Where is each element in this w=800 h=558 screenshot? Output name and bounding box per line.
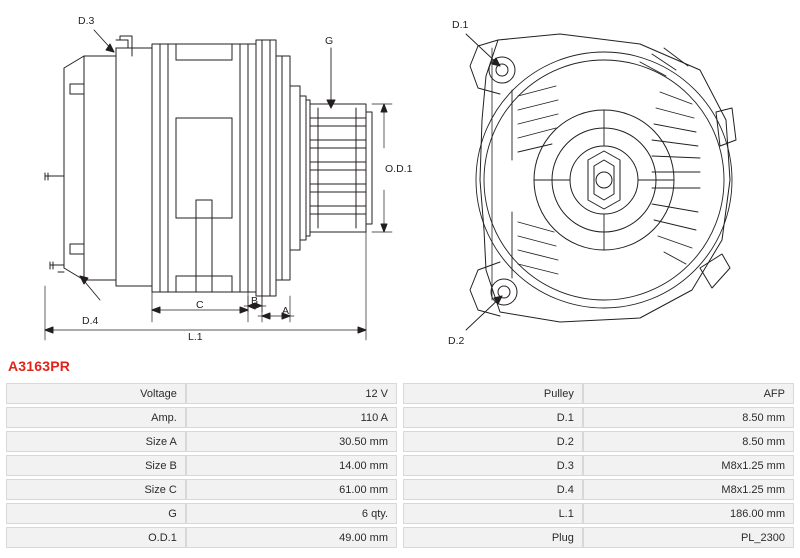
spec-value: M8x1.25 mm — [583, 479, 794, 500]
spec-value: M8x1.25 mm — [583, 455, 794, 476]
spec-value: 14.00 mm — [186, 455, 397, 476]
spec-tables — [6, 380, 794, 551]
spec-label: L.1 — [403, 503, 583, 524]
spec-value: 30.50 mm — [186, 431, 397, 452]
front-view-group — [466, 34, 736, 330]
spec-value: AFP — [583, 383, 794, 404]
spec-label: Plug — [403, 527, 583, 548]
callout-d2-label: D.2 — [448, 335, 465, 347]
callout-d1-label: D.1 — [452, 19, 469, 31]
spec-label: Size C — [6, 479, 186, 500]
spec-label: D.1 — [403, 407, 583, 428]
table-row — [6, 407, 397, 428]
table-row — [6, 479, 397, 500]
spec-value: 49.00 mm — [186, 527, 397, 548]
spec-label: Size A — [6, 431, 186, 452]
callout-c-label: C — [196, 299, 204, 311]
callout-od1-label: O.D.1 — [385, 163, 413, 175]
callout-l1-label: L.1 — [188, 331, 203, 343]
table-row — [403, 407, 794, 428]
table-row — [6, 503, 397, 524]
spec-label: D.3 — [403, 455, 583, 476]
table-row — [403, 479, 794, 500]
side-view-group — [45, 30, 392, 340]
spec-label: G — [6, 503, 186, 524]
callout-d4-label: D.4 — [82, 315, 99, 327]
spec-label: D.4 — [403, 479, 583, 500]
table-row — [6, 431, 397, 452]
spec-value: 8.50 mm — [583, 431, 794, 452]
spec-label: Pulley — [403, 383, 583, 404]
spec-value: PL_2300 — [583, 527, 794, 548]
table-row — [6, 527, 397, 548]
table-row — [403, 455, 794, 476]
spec-value: 8.50 mm — [583, 407, 794, 428]
spec-value: 186.00 mm — [583, 503, 794, 524]
callout-g-label: G — [325, 35, 334, 47]
callout-d3-label: D.3 — [78, 15, 95, 27]
callout-b-label: B — [251, 295, 259, 307]
table-row — [403, 383, 794, 404]
spec-value: 61.00 mm — [186, 479, 397, 500]
spec-label: O.D.1 — [6, 527, 186, 548]
spec-value: 110 A — [186, 407, 397, 428]
spec-label: D.2 — [403, 431, 583, 452]
spec-label: Size B — [6, 455, 186, 476]
table-row — [403, 527, 794, 548]
spec-value: 6 qty. — [186, 503, 397, 524]
table-row — [6, 383, 397, 404]
callout-a-label: A — [282, 305, 290, 317]
table-row — [6, 455, 397, 476]
spec-table-right — [403, 380, 794, 551]
spec-table-left — [6, 380, 397, 551]
table-row — [403, 431, 794, 452]
spec-value: 12 V — [186, 383, 397, 404]
table-row — [403, 503, 794, 524]
part-number: A3163PR — [8, 358, 71, 374]
spec-label: Voltage — [6, 383, 186, 404]
spec-label: Amp. — [6, 407, 186, 428]
